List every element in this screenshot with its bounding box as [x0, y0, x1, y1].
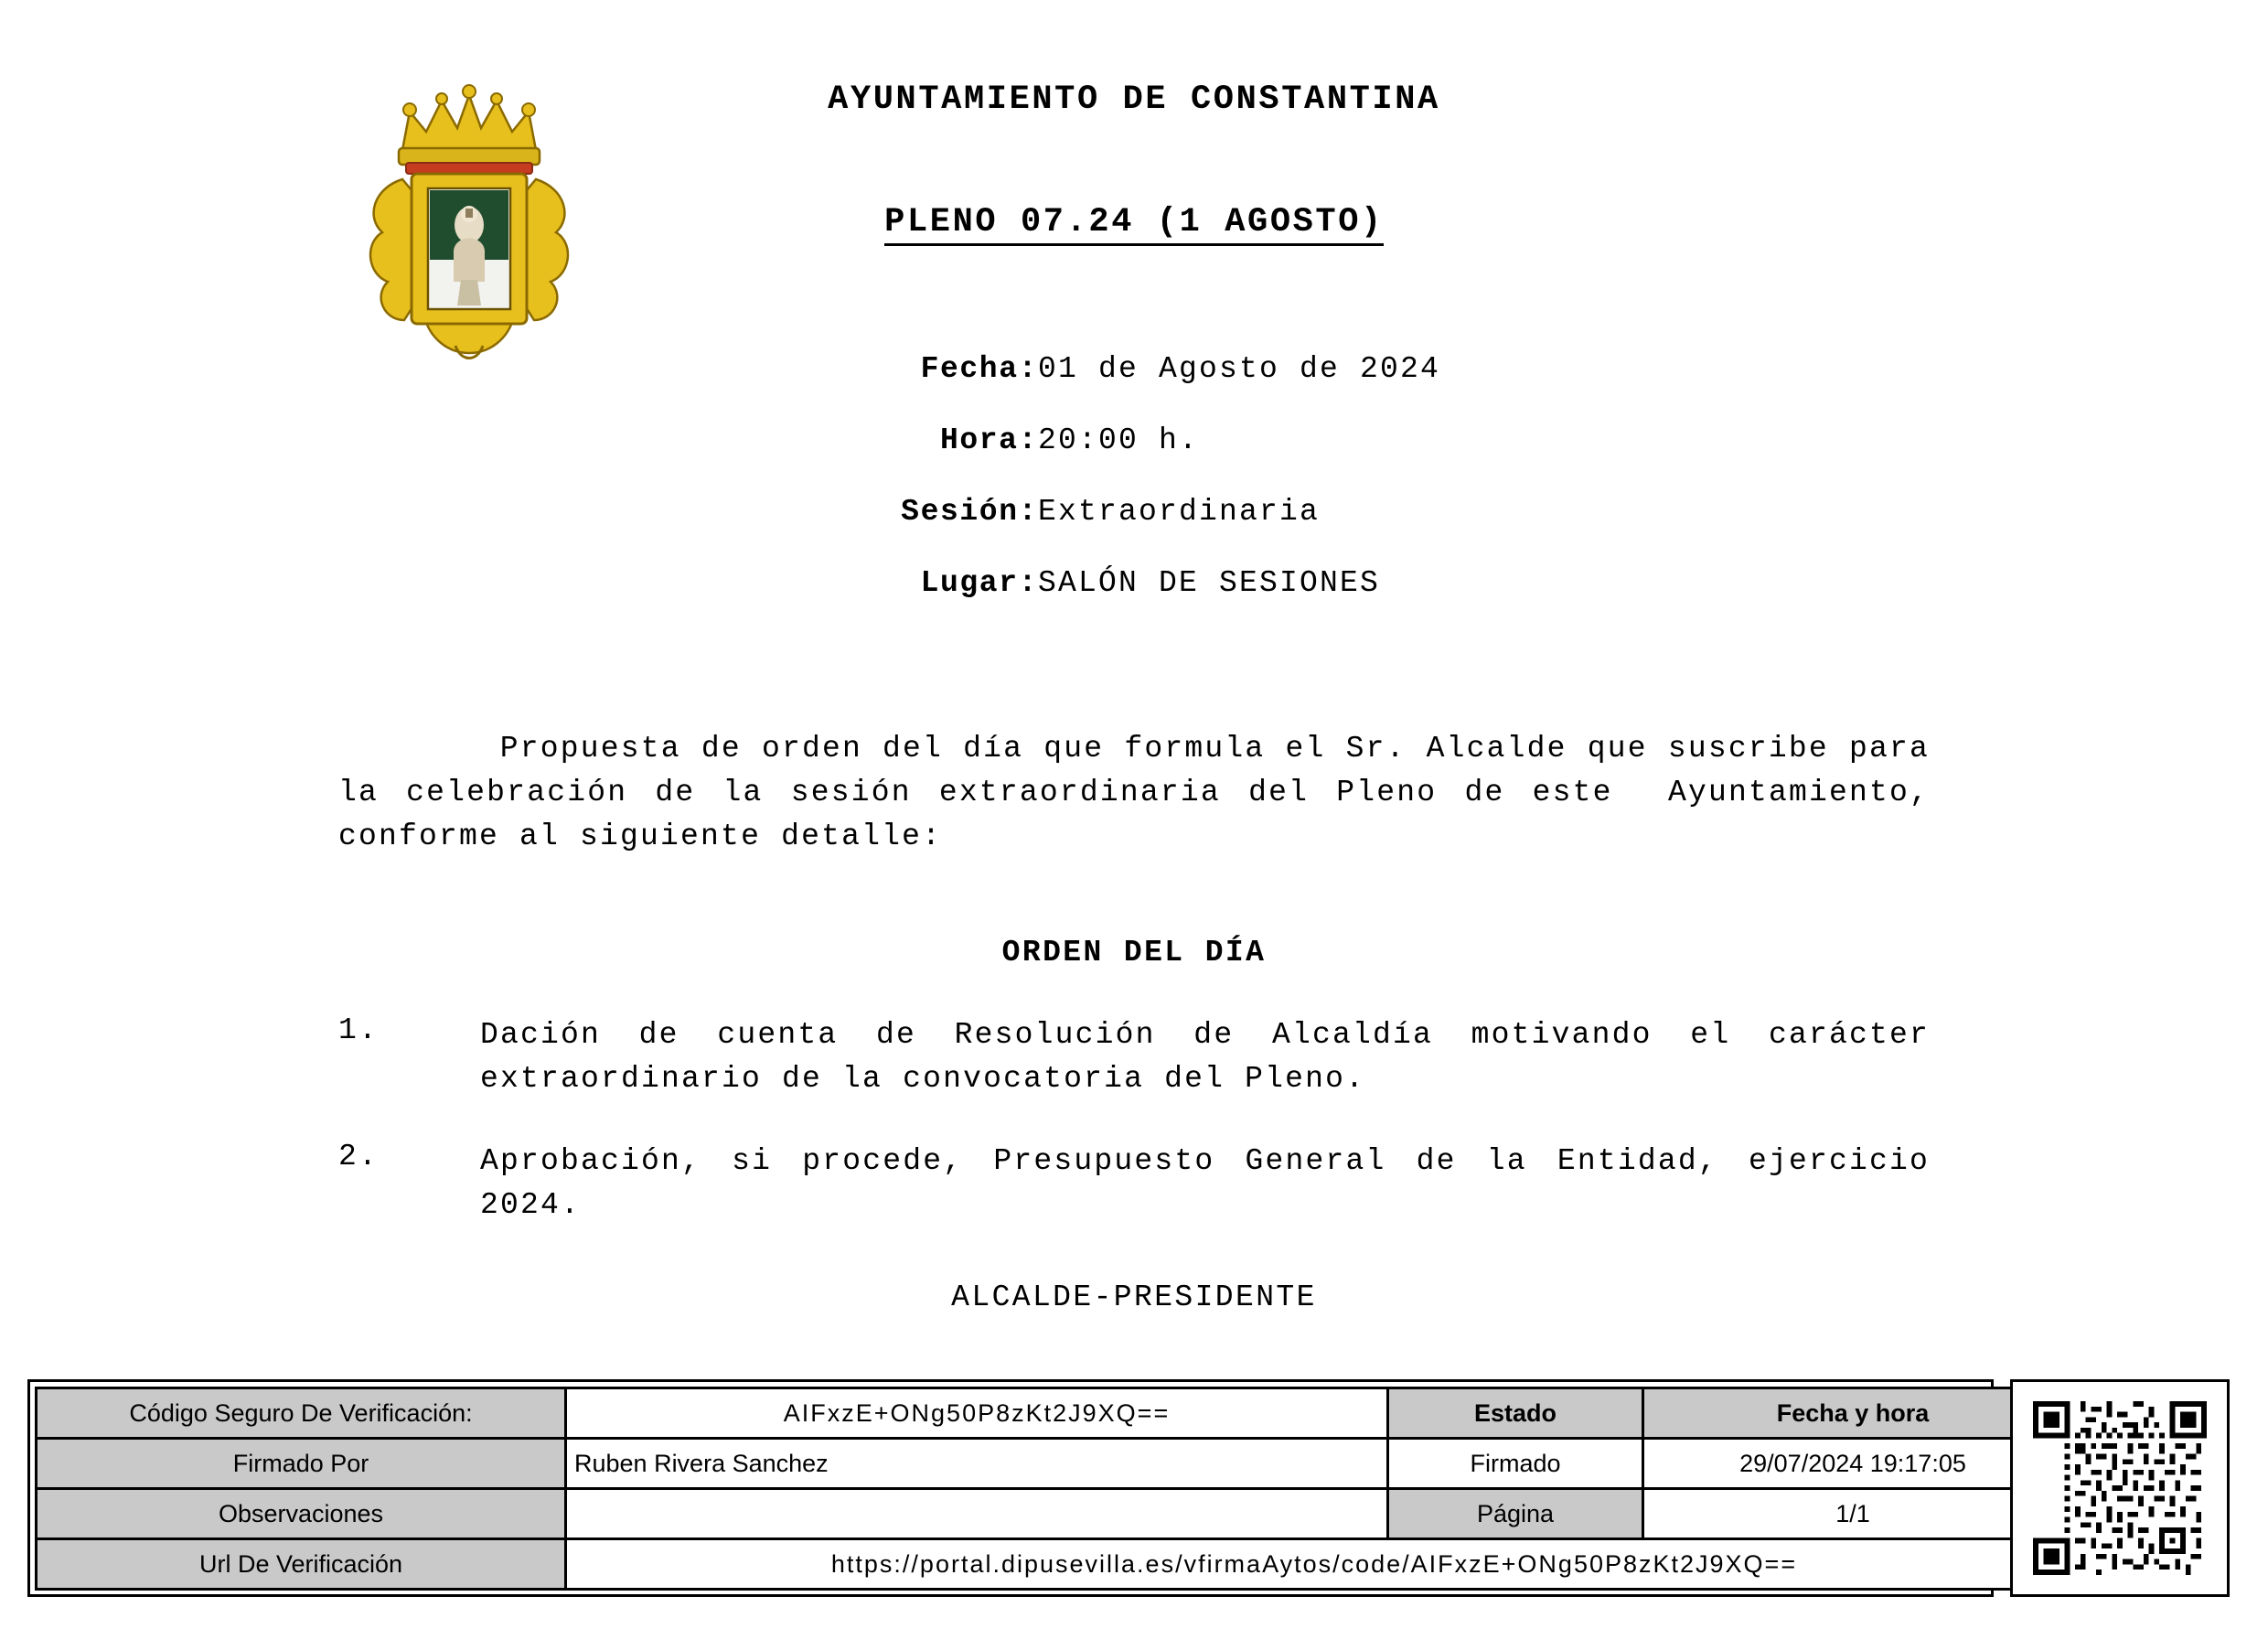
qr-code-container — [2010, 1379, 2230, 1597]
meta-value-lugar: SALÓN DE SESIONES — [1038, 566, 1381, 600]
meta-value-fecha: 01 de Agosto de 2024 — [1038, 352, 1441, 386]
page-subtitle — [0, 203, 2268, 241]
firmado-por-value: Ruben Rivera Sanchez — [566, 1439, 1388, 1489]
session-meta — [0, 352, 2268, 638]
agenda-list — [338, 1013, 1951, 1266]
meta-value-hora: 20:00 h. — [1038, 423, 1200, 457]
meta-value-sesion: Extraordinaria — [1038, 495, 1321, 529]
qr-code — [2033, 1401, 2207, 1575]
signer-title: ALCALDE-PRESIDENTE — [951, 1280, 1317, 1314]
pagina-value: 1/1 — [1643, 1489, 2063, 1539]
agenda-item-number: 2. — [338, 1140, 380, 1173]
intro-paragraph: Propuesta de orden del día que formula el Sr. Alcalde que suscribe para la celebración de la sesión extraordinaria del Pleno de este Ayuntamiento, conforme al siguiente detalle: — [338, 732, 1951, 853]
fecha-hora-header: Fecha y hora — [1643, 1388, 2063, 1439]
meta-row-fecha — [0, 352, 2268, 423]
table-row — [37, 1439, 2063, 1489]
observaciones-label: Observaciones — [37, 1489, 566, 1539]
agenda-item-number: 1. — [338, 1013, 380, 1047]
observaciones-value — [566, 1489, 1388, 1539]
agenda-item — [338, 1140, 1951, 1227]
pagina-label: Página — [1388, 1489, 1643, 1539]
meta-label-hora: Hora: — [939, 423, 1038, 457]
meta-row-lugar — [0, 566, 2268, 638]
agenda-item-text: Dación de cuenta de Resolución de Alcaldía motivando el carácter extraordinario de la convocatoria del Pleno. — [480, 1018, 1951, 1096]
agenda-item — [338, 1013, 1951, 1101]
agenda-item-text: Aprobación, si procede, Presupuesto General de la Entidad, ejercicio 2024. — [480, 1144, 1951, 1222]
meta-row-hora — [0, 423, 2268, 495]
meta-label-sesion: Sesión: — [901, 495, 1038, 529]
verification-footer — [27, 1379, 2241, 1597]
estado-value: Firmado — [1388, 1439, 1643, 1489]
table-row — [37, 1388, 2063, 1439]
firmado-por-label: Firmado Por — [37, 1439, 566, 1489]
estado-header: Estado — [1388, 1388, 1643, 1439]
verification-table-wrapper — [27, 1379, 1994, 1597]
table-row — [37, 1489, 2063, 1539]
meta-row-sesion — [0, 495, 2268, 566]
meta-label-fecha: Fecha: — [920, 352, 1038, 386]
table-row — [37, 1539, 2063, 1590]
url-verificacion-value[interactable]: https://portal.dipusevilla.es/vfirmaAytos/code/AIFxzE+ONg50P8zKt2J9XQ== — [566, 1539, 2063, 1590]
section-heading-orden-del-dia: ORDEN DEL DÍA — [1001, 936, 1267, 970]
verification-table — [35, 1387, 2064, 1591]
csv-label: Código Seguro De Verificación: — [37, 1388, 566, 1439]
meta-label-lugar: Lugar: — [920, 566, 1038, 600]
csv-value: AIFxzE+ONg50P8zKt2J9XQ== — [566, 1388, 1388, 1439]
url-verificacion-label: Url De Verificación — [37, 1539, 566, 1590]
fecha-hora-value: 29/07/2024 19:17:05 — [1643, 1439, 2063, 1489]
page-subtitle-text: PLENO 07.24 (1 AGOSTO) — [884, 203, 1384, 246]
page-title: AYUNTAMIENTO DE CONSTANTINA — [828, 80, 1440, 119]
